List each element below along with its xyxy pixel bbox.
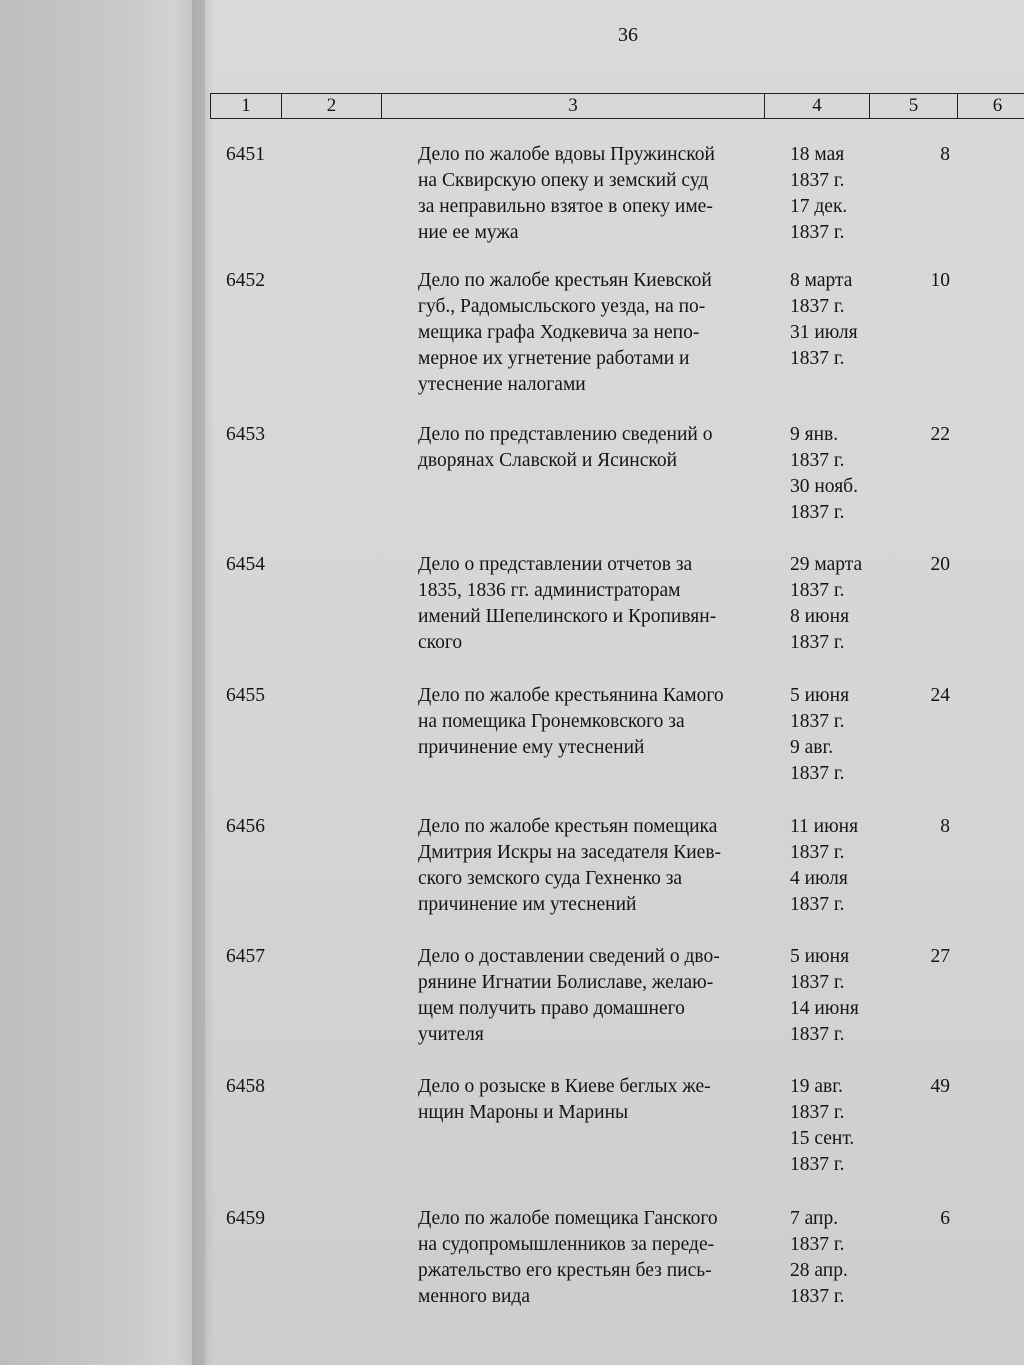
case-description: Дело по жалобе вдовы Пружинской на Сквирскую опеку и земский суд за неправильно взятое в опеку име- ние ее мужа [418,144,715,243]
case-description: Дело о розыске в Киеве беглых же- нщин Мароны и Марины [418,1076,711,1123]
case-description: Дело по жалобе крестьянина Камого на помещика Гронемковского за причинение ему утеснений [418,685,724,758]
case-description: Дело о представлении отчетов за 1835, 1836 гг. администраторам имений Шепелинского и Кропивян- ского [418,554,717,653]
column-header-2: 2 [282,94,382,118]
page-number: 36 [618,24,638,46]
book-gutter [192,0,214,1365]
case-dates: 8 марта 1837 г. 31 июля 1837 г. [790,270,858,369]
case-dates: 29 марта 1837 г. 8 июня 1837 г. [790,554,863,653]
case-dates: 11 июня 1837 г. 4 июля 1837 г. [790,816,859,915]
column-header-6: 6 [958,94,1024,118]
case-description: Дело по представлению сведений о дворянах Славской и Ясинской [418,424,713,471]
case-description: Дело по жалобе крестьян Киевской губ., Радомысльского уезда, на по- мещика графа Ходкевича за непо- мерное их угнетение работами и утеснение налогами [418,270,712,395]
column-header-4: 4 [765,94,870,118]
case-dates: 7 апр. 1837 г. 28 апр. 1837 г. [790,1208,848,1307]
facing-page [0,0,205,1365]
case-number: 6451 [226,144,265,165]
case-number: 6454 [226,554,265,575]
case-number: 6452 [226,270,265,291]
case-number: 6459 [226,1208,265,1229]
case-number: 6457 [226,946,265,967]
sheet-count: 20 [930,554,950,575]
sheet-count: 24 [930,685,950,706]
case-dates: 18 мая 1837 г. 17 дек. 1837 г. [790,144,848,243]
case-number: 6455 [226,685,265,706]
case-dates: 9 янв. 1837 г. 30 нояб. 1837 г. [790,424,858,523]
case-dates: 5 июня 1837 г. 14 июня 1837 г. [790,946,859,1045]
table-header [210,93,1024,119]
case-number: 6453 [226,424,265,445]
case-description: Дело по жалобе крестьян помещика Дмитрия Искры на заседателя Киев- ского земского суда Гехненко за причинение им утеснений [418,816,722,915]
sheet-count: 8 [940,816,950,837]
sheet-count: 27 [930,946,950,967]
sheet-count: 22 [930,424,950,445]
sheet-count: 6 [940,1208,950,1229]
case-description: Дело по жалобе помещика Ганского на судопромышленников за переде- ржательство его крестьян без пись- менного вида [418,1208,718,1307]
sheet-count: 8 [940,144,950,165]
sheet-count: 49 [930,1076,950,1097]
column-header-1: 1 [211,94,282,118]
case-number: 6458 [226,1076,265,1097]
sheet-count: 10 [930,270,950,291]
case-dates: 5 июня 1837 г. 9 авг. 1837 г. [790,685,850,784]
case-description: Дело о доставлении сведений о дво- рянине Игнатии Болиславе, желаю- щем получить право домашнего учителя [418,946,720,1045]
case-dates: 19 авг. 1837 г. 15 сент. 1837 г. [790,1076,855,1175]
case-number: 6456 [226,816,265,837]
column-header-5: 5 [870,94,958,118]
column-header-3: 3 [382,94,765,118]
